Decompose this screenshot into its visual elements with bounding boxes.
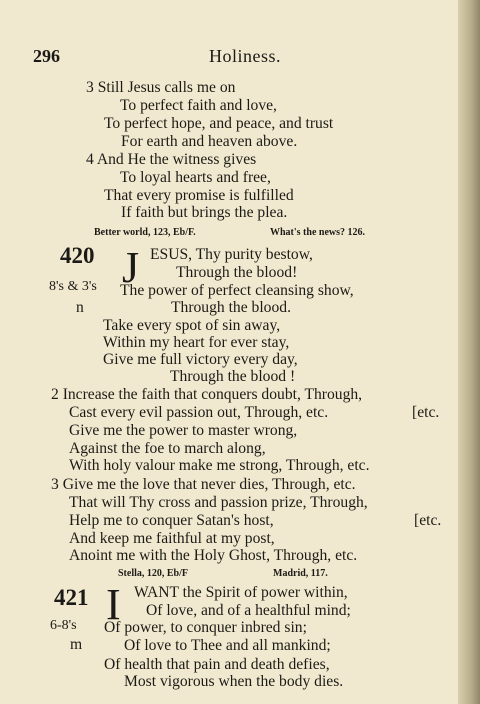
- verse-line: To perfect faith and love,: [120, 97, 277, 114]
- tune-reference-right: What's the news? 126.: [270, 227, 366, 238]
- verse-line-continuation: [etc.: [414, 512, 442, 529]
- hymn-key: m: [70, 636, 83, 653]
- verse-line: WANT the Spirit of power within,: [134, 584, 348, 601]
- verse-line: Give me the power to master wrong,: [69, 422, 298, 439]
- verse-line: Anoint me with the Holy Ghost, Through, etc.: [69, 547, 358, 564]
- hymn-key: n: [76, 299, 84, 316]
- drop-cap: I: [106, 580, 121, 629]
- verse-line: Against the foe to march along,: [69, 440, 266, 457]
- verse-line: Give me full victory every day,: [103, 351, 298, 368]
- verse-line: Of health that pain and death defies,: [104, 656, 330, 673]
- verse-line: Of love, and of a healthful mind;: [146, 602, 351, 619]
- verse-line: Through the blood !: [170, 368, 296, 385]
- page-heading: Holiness.: [209, 46, 281, 66]
- verse-line: Within my heart for ever stay,: [103, 334, 290, 351]
- verse-line: Through the blood.: [171, 299, 291, 316]
- tune-reference-left: Stella, 120, Eb/F: [118, 568, 189, 579]
- verse-line: 2 Increase the faith that conquers doubt, Through,: [51, 386, 363, 403]
- verse-line: Of power, to conquer inbred sin;: [104, 619, 307, 636]
- hymn-meter: 6-8's: [50, 618, 77, 633]
- verse-line: That every promise is fulfilled: [104, 187, 294, 204]
- verse-line: That will Thy cross and passion prize, Through,: [69, 494, 368, 511]
- verse-line: ESUS, Thy purity bestow,: [150, 246, 313, 263]
- verse-line: To perfect hope, and peace, and trust: [104, 115, 334, 132]
- verse-line: If faith but brings the plea.: [121, 204, 288, 221]
- verse-line: The power of perfect cleansing show,: [120, 282, 354, 299]
- verse-line: 3 Still Jesus calls me on: [86, 79, 236, 96]
- verse-line: Help me to conquer Satan's host,: [69, 512, 274, 529]
- verse-line: To loyal hearts and free,: [120, 169, 271, 186]
- hymn-number: 421: [54, 585, 89, 610]
- tune-reference-left: Better world, 123, Eb/F.: [94, 227, 196, 238]
- verse-line: Most vigorous when the body dies.: [124, 673, 344, 690]
- page-number: 296: [33, 46, 60, 66]
- verse-line: 3 Give me the love that never dies, Through, etc.: [51, 476, 356, 493]
- tune-reference-right: Madrid, 117.: [273, 568, 328, 579]
- verse-line: For earth and heaven above.: [121, 133, 298, 150]
- verse-line: And keep me faithful at my post,: [69, 530, 275, 547]
- verse-line-continuation: [etc.: [412, 404, 440, 421]
- verse-line: Take every spot of sin away,: [103, 317, 281, 334]
- verse-line: Cast every evil passion out, Through, etc.: [69, 404, 329, 421]
- verse-line: With holy valour make me strong, Through, etc.: [69, 457, 370, 474]
- drop-cap: J: [122, 243, 140, 292]
- verse-line: Of love to Thee and all mankind;: [124, 637, 331, 654]
- verse-line: 4 And He the witness gives: [86, 151, 257, 168]
- verse-line: Through the blood!: [176, 264, 298, 281]
- page-gutter-shadow: [458, 0, 480, 704]
- hymn-number: 420: [60, 243, 95, 268]
- hymn-meter: 8's & 3's: [49, 279, 97, 294]
